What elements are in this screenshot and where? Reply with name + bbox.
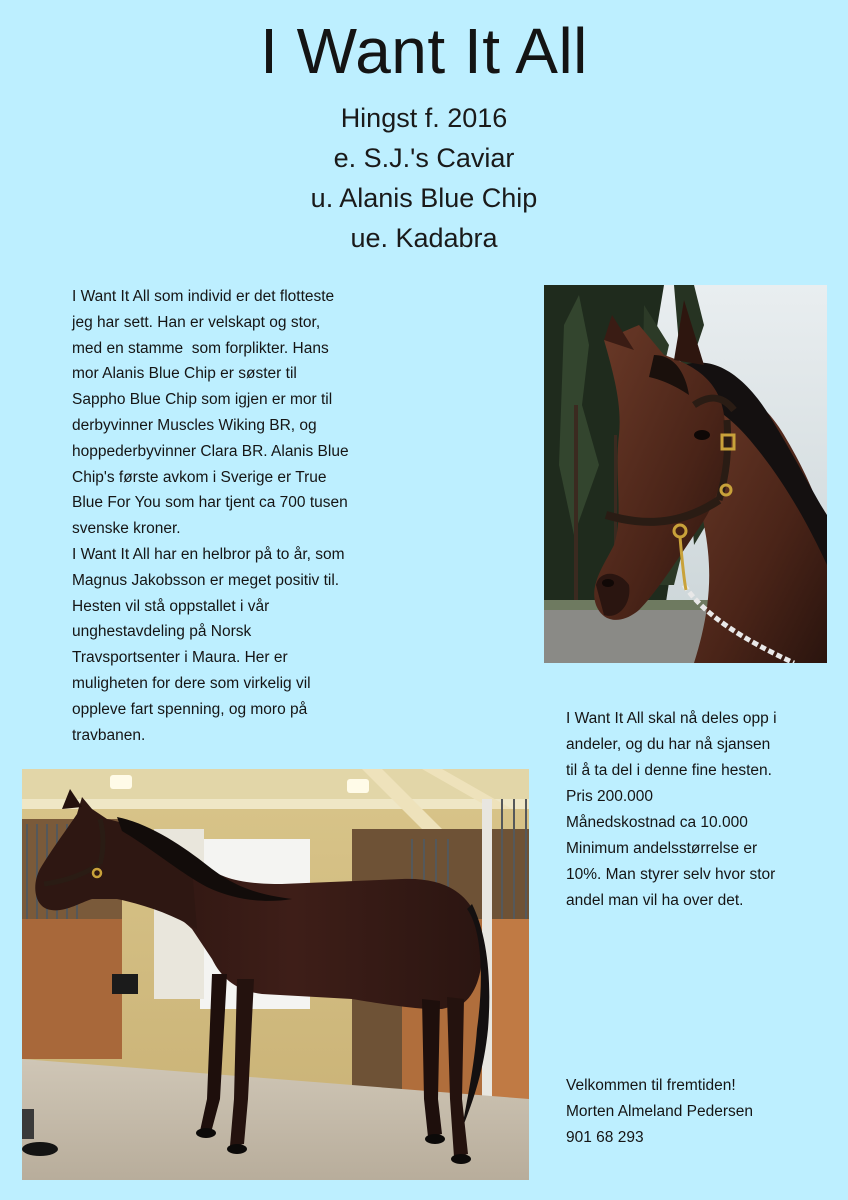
description-line: oppleve fart spenning, og moro på	[72, 700, 308, 718]
horse-head-photo	[544, 285, 827, 663]
pedigree-dam: u. Alanis Blue Chip	[310, 183, 538, 213]
description-line: travbanen.	[72, 726, 146, 744]
price-line: Pris 200.000	[566, 788, 654, 805]
description-line: Hesten vil stå oppstallet i vår	[72, 597, 270, 615]
greeting: Velkommen til fremtiden!	[566, 1077, 736, 1094]
phone-number: 901 68 293	[566, 1129, 644, 1146]
offer-line: 10%. Man styrer selv hvor stor	[566, 866, 776, 883]
description-line: Chip's første avkom i Sverige er True	[72, 468, 327, 486]
description-line: med en stamme som forplikter. Hans	[72, 339, 329, 357]
description-line: unghestavdeling på Norsk	[72, 623, 252, 641]
pedigree-birth: Hingst f. 2016	[340, 103, 508, 133]
pedigree-damsire: ue. Kadabra	[350, 223, 498, 253]
monthly-cost-line: Månedskostnad ca 10.000	[566, 814, 748, 831]
description-line: I Want It All har en helbror på to år, som	[72, 545, 345, 563]
description-line: derbyvinner Muscles Wiking BR, og	[72, 416, 317, 434]
description-line: Travsportsenter i Maura. Her er	[72, 649, 288, 667]
offer-line: andeler, og du har nå sjansen	[566, 736, 771, 753]
pedigree-sire: e. S.J.'s Caviar	[333, 143, 515, 173]
description-line: hoppederbyvinner Clara BR. Alanis Blue	[72, 442, 349, 460]
offer-line: andel man vil ha over det.	[566, 892, 744, 909]
description-line: Blue For You som har tjent ca 700 tusen	[72, 494, 348, 512]
horse-stable-photo	[22, 769, 529, 1180]
offer-line: til å ta del i denne fine hesten.	[566, 762, 772, 779]
description-line: Magnus Jakobsson er meget positiv til.	[72, 571, 340, 589]
page-title: I Want It All	[260, 15, 588, 87]
description-line: I Want It All som individ er det flotteste	[72, 288, 335, 305]
offer-text	[566, 706, 836, 914]
pedigree-block	[0, 98, 848, 258]
contact-name: Morten Almeland Pedersen	[566, 1103, 753, 1120]
description-line: Sappho Blue Chip som igjen er mor til	[72, 391, 333, 409]
description-line: muligheten for dere som virkelig vil	[72, 674, 311, 692]
description-text	[72, 284, 402, 748]
signature-block	[566, 1073, 836, 1151]
description-line: jeg har sett. Han er velskapt og stor,	[72, 313, 321, 331]
description-line: svenske kroner.	[72, 520, 181, 538]
offer-line: I Want It All skal nå deles opp i	[566, 710, 777, 727]
offer-line: Minimum andelsstørrelse er	[566, 840, 758, 857]
description-line: mor Alanis Blue Chip er søster til	[72, 365, 297, 383]
